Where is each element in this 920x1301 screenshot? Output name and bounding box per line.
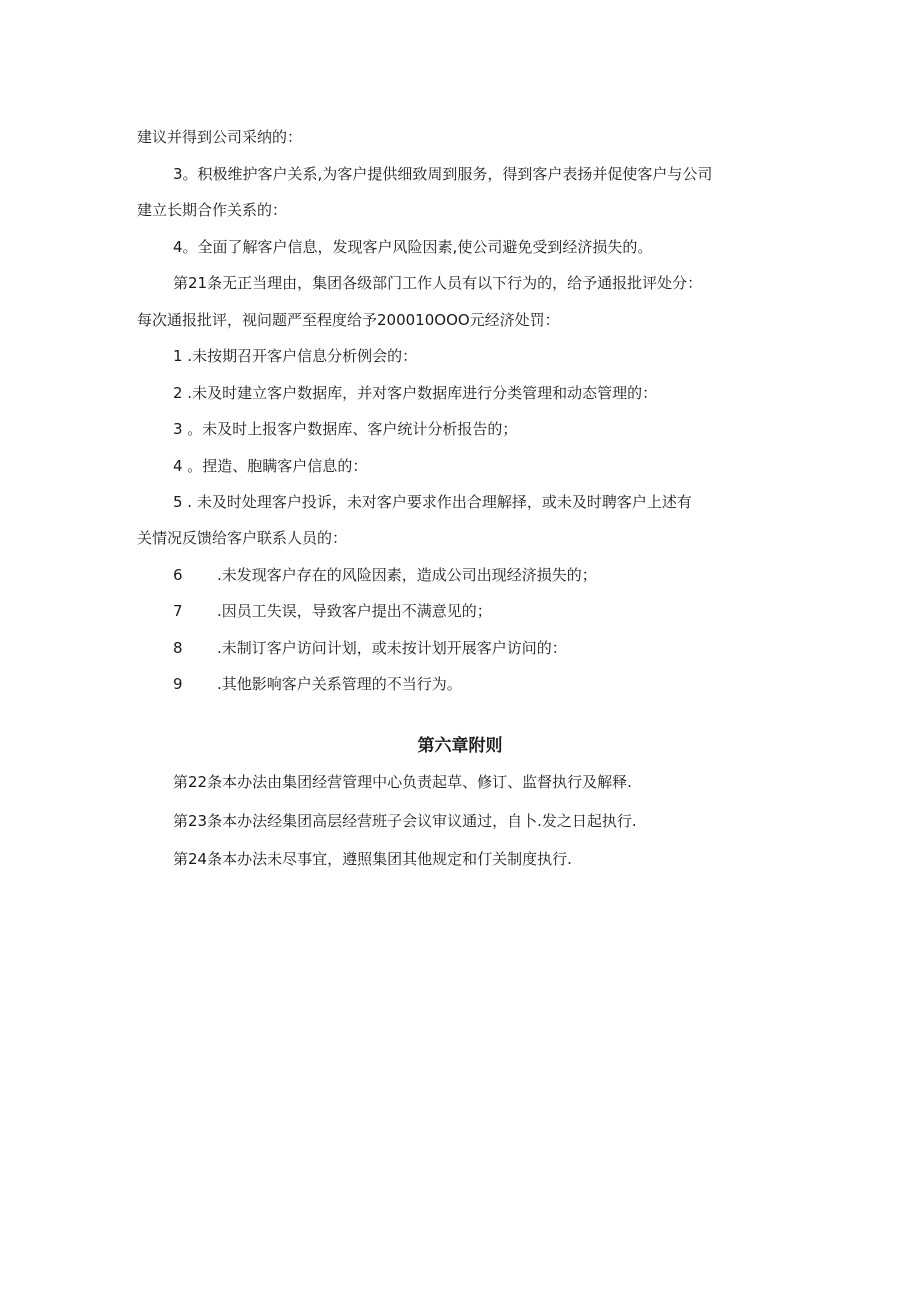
list-item: .未发现客户存在的风险因素，造成公司出现经济损失的； — [217, 566, 597, 584]
list-item-number: 9 — [173, 675, 183, 693]
list-item: .其他影响客户关系管理的不当行为。 — [217, 675, 462, 693]
list-item-number: 7 — [173, 602, 183, 620]
list-item: 4 。捏造、胞瞒客户信息的： — [173, 457, 368, 475]
list-item: .未制订客户访问计划，或未按计划开展客户访问的： — [217, 639, 567, 657]
article-21-line: 第21条无正当理由，集团各级部门工作人员有以下行为的，给予通报批评处分： — [173, 274, 703, 292]
list-item: 3 。未及时上报客户数据库、客户统计分析报告的； — [173, 420, 518, 438]
article-24: 第24条本办法未尽事宜，遵照集团其他规定和仃关制度执行. — [173, 850, 572, 868]
list-item-number: 8 — [173, 639, 183, 657]
list-item: 2 .未及时建立客户数据库，并对客户数据库进行分类管理和动态管理的： — [173, 384, 658, 402]
paragraph-line: 4。全面了解客户信息，发现客户风险因素,使公司避免受到经济损失的。 — [173, 238, 653, 256]
list-item-number: 6 — [173, 566, 183, 584]
paragraph-line: 3。积极维护客户关系,为客户提供细致周到服务，得到客户表扬并促使客户与公司 — [173, 165, 713, 183]
paragraph-line: 建立长期合作关系的： — [137, 201, 288, 219]
list-item: .因员工失误，导致客户提出不满意见的； — [217, 602, 492, 620]
list-item: 1 .未按期召开客户信息分析例会的： — [173, 347, 418, 365]
article-23: 第23条本办法经集团高层经营班子会议审议通过，自卜.发之日起执行. — [173, 812, 637, 830]
paragraph-line: 每次通报批评，视问题严至程度给予200010OOO元经济处罚： — [137, 311, 560, 329]
list-item: 5 . 未及时处理客户投诉，未对客户要求作出合理解择，或未及时聘客户上述有 — [173, 493, 692, 511]
paragraph-line: 建议并得到公司采纳的： — [137, 128, 303, 146]
chapter-heading: 第六章附则 — [417, 736, 503, 756]
article-22: 第22条本办法由集团经营管理中心负责起草、修订、监督执行及解释. — [173, 773, 632, 791]
paragraph-line: 关情况反馈给客户联系人员的： — [137, 529, 348, 547]
